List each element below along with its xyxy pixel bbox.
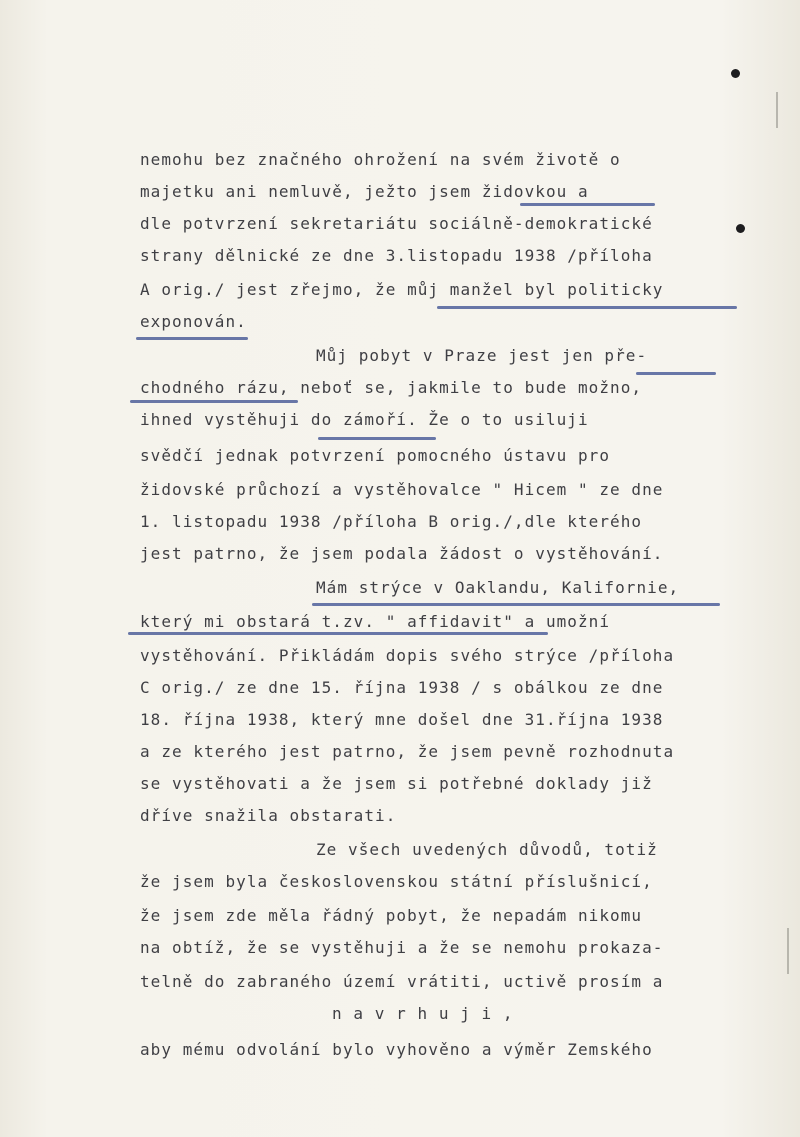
punch-hole-middle	[736, 224, 745, 233]
text-line-4: strany dělnické ze dne 3.listopadu 1938 /příloha	[140, 246, 653, 265]
underline-zamori	[318, 437, 436, 440]
underline-chodneho-razu	[130, 400, 298, 403]
text-line-25: na obtíž, že se vystěhuji a že se nemohu prokaza-	[140, 938, 664, 957]
text-line-22: Ze všech uvedených důvodů, totiž	[316, 840, 658, 859]
text-line-27: n a v r h u j i ,	[332, 1004, 514, 1023]
text-line-1: nemohu bez značného ohrožení na svém životě o	[140, 150, 621, 169]
underline-affidavit	[128, 632, 548, 635]
text-line-11: židovské průchozí a vystěhovalce " Hicem " ze dne	[140, 480, 664, 499]
text-line-8: chodného rázu, neboť se, jakmile to bude možno,	[140, 378, 643, 397]
text-line-10: svědčí jednak potvrzení pomocného ústavu pro	[140, 446, 611, 465]
text-line-19: a ze kterého jest patrno, že jsem pevně rozhodnuta	[140, 742, 675, 761]
text-line-18: 18. října 1938, který mne došel dne 31.října 1938	[140, 710, 664, 729]
text-line-2: majetku ani nemluvě, ježto jsem židovkou a	[140, 182, 589, 201]
text-line-20: se vystěhovati a že jsem si potřebné doklady již	[140, 774, 653, 793]
underline-stryce	[312, 603, 720, 606]
text-line-13: jest patrno, že jsem podala žádost o vystěhování.	[140, 544, 664, 563]
text-line-23: že jsem byla československou státní příslušnicí,	[140, 872, 653, 891]
text-line-9: ihned vystěhuji do zámoří. Že o to usiluji	[140, 410, 589, 429]
text-line-3: dle potvrzení sekretariátu sociálně-demokratické	[140, 214, 653, 233]
underline-exponovan	[136, 337, 248, 340]
text-line-6: exponován.	[140, 312, 247, 331]
text-line-21: dříve snažila obstarati.	[140, 806, 397, 825]
text-line-5: A orig./ jest zřejmo, že můj manžel byl politicky	[140, 280, 664, 299]
text-line-15: který mi obstará t.zv. " affidavit" a umožní	[140, 612, 611, 631]
text-line-24: že jsem zde měla řádný pobyt, že nepadám nikomu	[140, 906, 643, 925]
edge-mark-top	[776, 92, 778, 128]
underline-pre	[636, 372, 716, 375]
underline-zidovkou	[520, 203, 655, 206]
text-line-12: 1. listopadu 1938 /příloha B orig./,dle kterého	[140, 512, 643, 531]
text-line-26: telně do zabraného území vrátiti, uctivě prosím a	[140, 972, 664, 991]
edge-mark-bottom	[787, 928, 789, 974]
text-line-28: aby mému odvolání bylo vyhověno a výměr Zemského	[140, 1040, 653, 1059]
text-line-16: vystěhování. Přikládám dopis svého strýce /příloha	[140, 646, 675, 665]
text-line-14: Mám strýce v Oaklandu, Kalifornie,	[316, 578, 680, 597]
text-line-7: Můj pobyt v Praze jest jen pře-	[316, 346, 648, 365]
text-line-17: C orig./ ze dne 15. října 1938 / s obálkou ze dne	[140, 678, 664, 697]
underline-manzel	[437, 306, 737, 309]
punch-hole-top	[731, 69, 740, 78]
